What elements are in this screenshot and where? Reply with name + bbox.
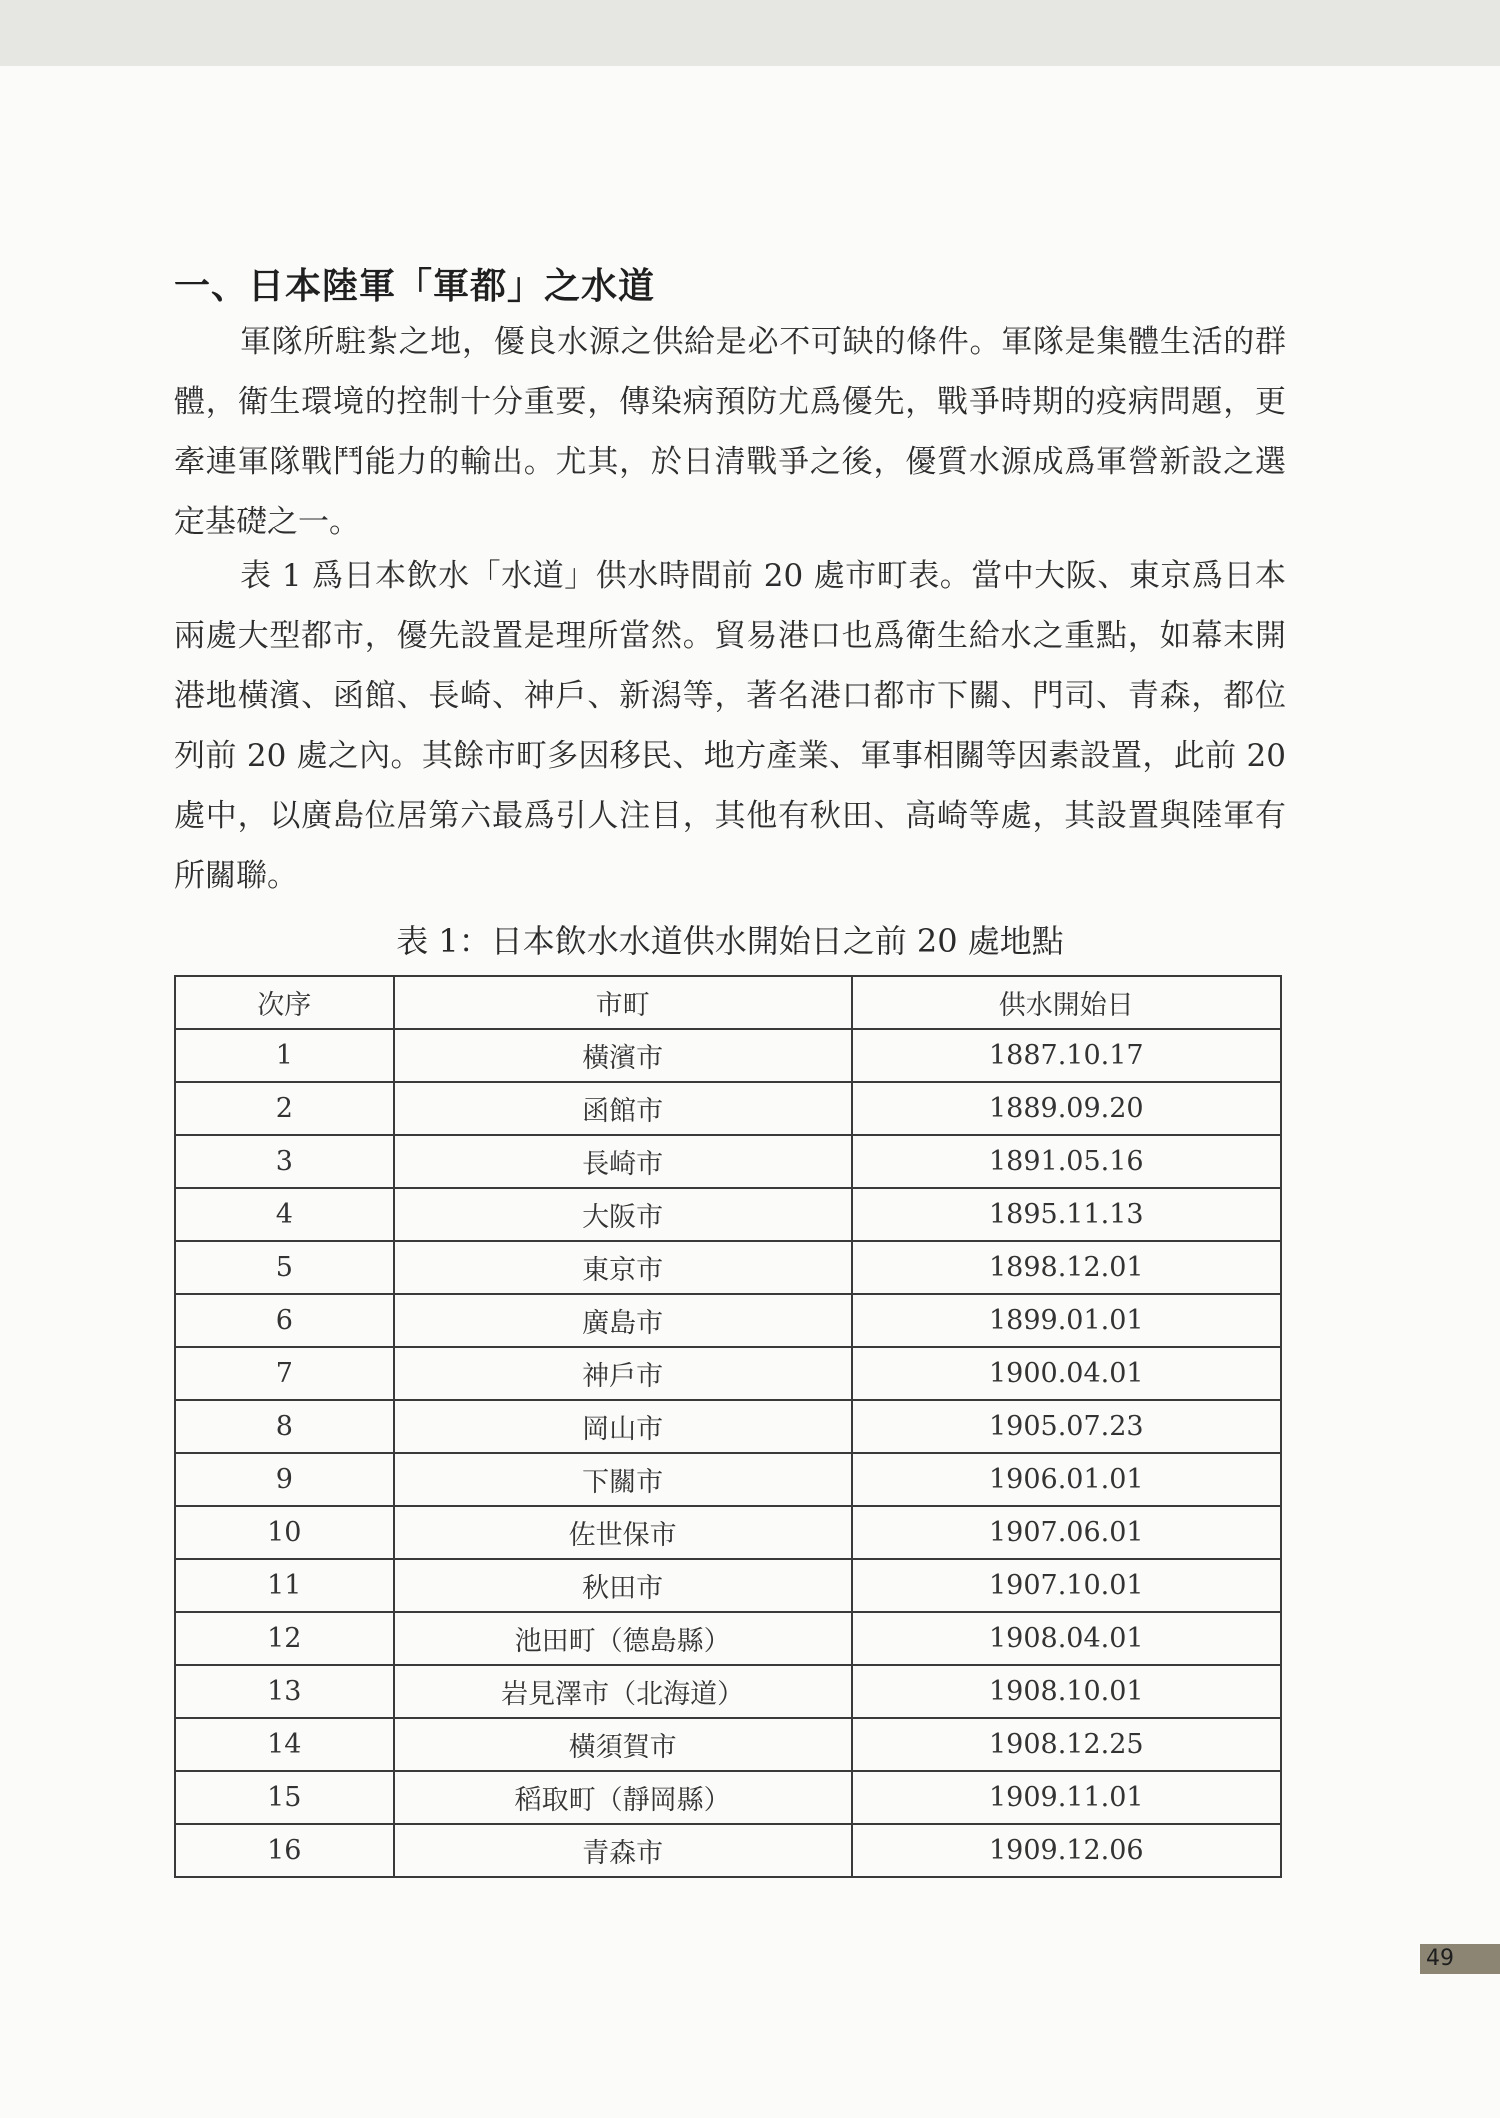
cell-start-date: 1900.04.01 bbox=[852, 1347, 1281, 1400]
table-row bbox=[175, 1771, 1281, 1824]
table-row bbox=[175, 1347, 1281, 1400]
header-municipality: 市町 bbox=[394, 976, 852, 1029]
table-row bbox=[175, 1294, 1281, 1347]
table-row bbox=[175, 1188, 1281, 1241]
cell-start-date: 1887.10.17 bbox=[852, 1029, 1281, 1082]
cell-order: 11 bbox=[175, 1559, 394, 1612]
page-number: 49 bbox=[1420, 1944, 1500, 1974]
cell-municipality: 秋田市 bbox=[394, 1559, 852, 1612]
table-row bbox=[175, 1718, 1281, 1771]
table-row bbox=[175, 1559, 1281, 1612]
table-row bbox=[175, 1029, 1281, 1082]
table-row bbox=[175, 1400, 1281, 1453]
table-header-row bbox=[175, 976, 1281, 1029]
cell-order: 15 bbox=[175, 1771, 394, 1824]
table-row bbox=[175, 1135, 1281, 1188]
cell-municipality: 青森市 bbox=[394, 1824, 852, 1877]
table-row bbox=[175, 1082, 1281, 1135]
body-paragraph-2 bbox=[174, 546, 1286, 906]
cell-order: 4 bbox=[175, 1188, 394, 1241]
table-row bbox=[175, 1665, 1281, 1718]
cell-start-date: 1908.12.25 bbox=[852, 1718, 1281, 1771]
cell-order: 12 bbox=[175, 1612, 394, 1665]
header-start-date: 供水開始日 bbox=[852, 976, 1281, 1029]
cell-start-date: 1906.01.01 bbox=[852, 1453, 1281, 1506]
cell-start-date: 1907.06.01 bbox=[852, 1506, 1281, 1559]
cell-start-date: 1899.01.01 bbox=[852, 1294, 1281, 1347]
table-row bbox=[175, 1453, 1281, 1506]
cell-order: 3 bbox=[175, 1135, 394, 1188]
scan-top-band bbox=[0, 0, 1500, 66]
cell-municipality: 橫濱市 bbox=[394, 1029, 852, 1082]
table-body bbox=[175, 1029, 1281, 1877]
cell-municipality: 稻取町（靜岡縣） bbox=[394, 1771, 852, 1824]
cell-start-date: 1909.11.01 bbox=[852, 1771, 1281, 1824]
cell-municipality: 神戶市 bbox=[394, 1347, 852, 1400]
cell-municipality: 大阪市 bbox=[394, 1188, 852, 1241]
cell-municipality: 岡山市 bbox=[394, 1400, 852, 1453]
cell-start-date: 1895.11.13 bbox=[852, 1188, 1281, 1241]
cell-start-date: 1889.09.20 bbox=[852, 1082, 1281, 1135]
water-supply-table bbox=[174, 975, 1282, 1878]
cell-order: 2 bbox=[175, 1082, 394, 1135]
table-row bbox=[175, 1824, 1281, 1877]
cell-start-date: 1908.04.01 bbox=[852, 1612, 1281, 1665]
cell-municipality: 岩見澤市（北海道） bbox=[394, 1665, 852, 1718]
cell-municipality: 橫須賀市 bbox=[394, 1718, 852, 1771]
cell-start-date: 1905.07.23 bbox=[852, 1400, 1281, 1453]
cell-municipality: 函館市 bbox=[394, 1082, 852, 1135]
header-order: 次序 bbox=[175, 976, 394, 1029]
table-row bbox=[175, 1241, 1281, 1294]
cell-municipality: 廣島市 bbox=[394, 1294, 852, 1347]
cell-start-date: 1908.10.01 bbox=[852, 1665, 1281, 1718]
cell-order: 8 bbox=[175, 1400, 394, 1453]
body-paragraph-1 bbox=[174, 312, 1286, 552]
cell-municipality: 長崎市 bbox=[394, 1135, 852, 1188]
cell-order: 5 bbox=[175, 1241, 394, 1294]
cell-start-date: 1898.12.01 bbox=[852, 1241, 1281, 1294]
paragraph-text: 軍隊所駐紮之地，優良水源之供給是必不可缺的條件。軍隊是集體生活的群體，衛生環境的控制十分重要，傳染病預防尤爲優先，戰爭時期的疫病問題，更牽連軍隊戰鬥能力的輸出。尤其，於日清戰爭之後，優質水源成爲軍營新設之選定基礎之一。 bbox=[174, 324, 1286, 540]
cell-start-date: 1909.12.06 bbox=[852, 1824, 1281, 1877]
table-caption: 表 1：日本飲水水道供水開始日之前 20 處地點 bbox=[396, 922, 1064, 960]
cell-order: 1 bbox=[175, 1029, 394, 1082]
cell-municipality: 東京市 bbox=[394, 1241, 852, 1294]
cell-municipality: 佐世保市 bbox=[394, 1506, 852, 1559]
cell-order: 14 bbox=[175, 1718, 394, 1771]
cell-order: 16 bbox=[175, 1824, 394, 1877]
cell-municipality: 下關市 bbox=[394, 1453, 852, 1506]
section-heading: 一、日本陸軍「軍都」之水道 bbox=[174, 266, 656, 307]
cell-order: 6 bbox=[175, 1294, 394, 1347]
cell-order: 10 bbox=[175, 1506, 394, 1559]
cell-order: 7 bbox=[175, 1347, 394, 1400]
paragraph-text: 表 1 爲日本飲水「水道」供水時間前 20 處市町表。當中大阪、東京爲日本兩處大型都市，優先設置是理所當然。貿易港口也爲衛生給水之重點，如幕末開港地橫濱、函館、長崎、神戶、新潟等，著名港口都市下關、門司、青森，都位列前 20 處之內。其餘市町多因移民、地方產業、軍事相關等因素設置，此前 20 處中，以廣島位居第六最爲引人注目，其他有秋田、高崎等處，其設置與陸軍有所關聯。 bbox=[174, 558, 1286, 894]
table-row bbox=[175, 1506, 1281, 1559]
cell-start-date: 1907.10.01 bbox=[852, 1559, 1281, 1612]
cell-order: 9 bbox=[175, 1453, 394, 1506]
cell-municipality: 池田町（德島縣） bbox=[394, 1612, 852, 1665]
cell-order: 13 bbox=[175, 1665, 394, 1718]
table-row bbox=[175, 1612, 1281, 1665]
cell-start-date: 1891.05.16 bbox=[852, 1135, 1281, 1188]
